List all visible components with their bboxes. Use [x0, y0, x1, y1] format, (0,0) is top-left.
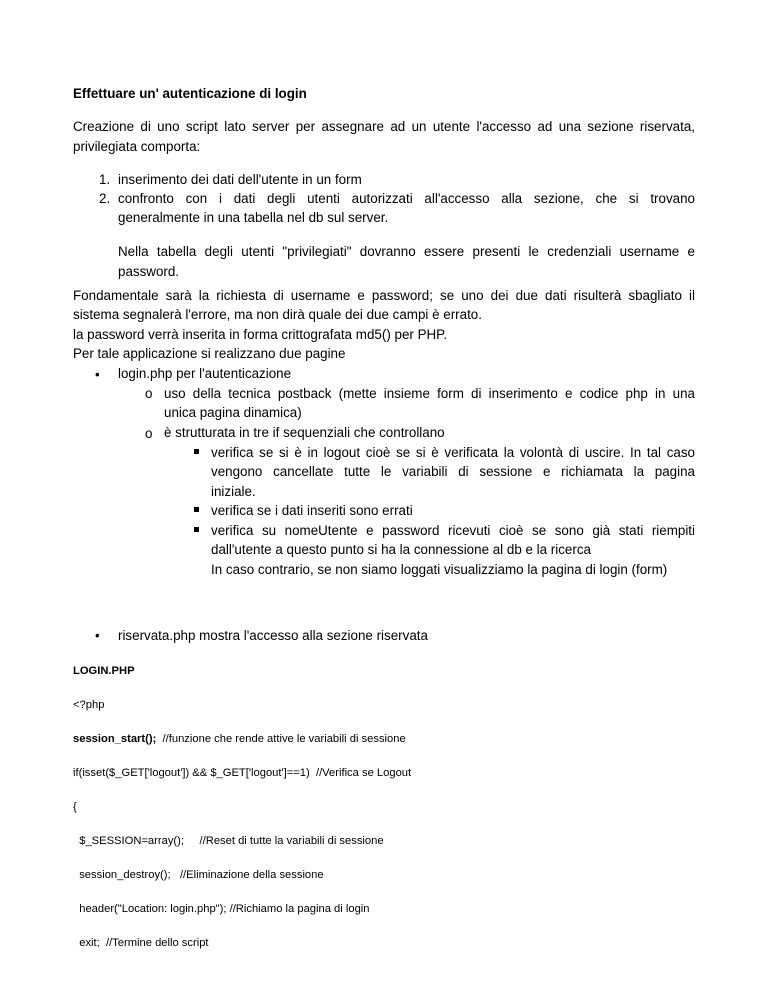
- sub-structure: è strutturata in tre if sequenziali che controllano: [164, 425, 445, 440]
- bullet-login: login.php per l'autenticazione: [118, 366, 292, 381]
- bullet-riservata: riservata.php mostra l'accesso alla sezione riservata: [118, 628, 428, 643]
- code-line-session-start: [73, 731, 406, 747]
- numbered-item-2-line-2: generalmente in una tabella nel db sul server.: [118, 210, 389, 225]
- numbered-item-1: inserimento dei dati dell'utente in un form: [118, 172, 362, 187]
- pages-line: Per tale applicazione si realizzano due pagine: [73, 346, 346, 361]
- sq-received-line-2: dall'utente a questo punto si ha la connessione al db e la ricerca: [211, 542, 591, 557]
- code-line-reset: $_SESSION=array(); //Reset di tutte la variabili di sessione: [73, 835, 384, 847]
- square-bullet-icon: [194, 507, 199, 512]
- code-line-header: header("Location: login.php"); //Richiamo la pagina di login: [73, 903, 370, 915]
- sub-postback-line-1: uso della tecnica postback (mette insieme form di inserimento e codice php in una: [164, 386, 695, 401]
- sq-logout-line-3: iniziale.: [211, 484, 256, 499]
- code-session-start-comment: //funzione che rende attive le variabili di sessione: [156, 733, 406, 745]
- bullet-icon: •: [95, 628, 100, 643]
- sq-received-line-3: In caso contrario, se non siamo loggati visualizziamo la pagina di login (form): [211, 562, 668, 577]
- numbered-marker: 1.: [99, 172, 111, 187]
- circle-bullet-icon: o: [145, 426, 153, 441]
- code-line-if-logout: if(isset($_GET['logout']) && $_GET['logout']==1) //Verifica se Logout: [73, 767, 412, 779]
- code-heading: LOGIN.PHP: [73, 665, 135, 677]
- para-line-1: Fondamentale sarà la richiesta di username e password; se uno dei due dati risulterà sbagliato il: [73, 288, 695, 303]
- code-line-brace: {: [73, 801, 77, 813]
- square-bullet-icon: [194, 527, 199, 532]
- sq-received-line-1: verifica su nomeUtente e password ricevuti cioè se sono già stati riempiti: [211, 523, 695, 538]
- code-line-open: <?php: [73, 699, 105, 711]
- code-line-exit: exit; //Termine dello script: [73, 937, 209, 949]
- intro-line-1: Creazione di uno script lato server per assegnare ad un utente l'accesso ad una sezione riservata,: [73, 119, 695, 134]
- square-bullet-icon: [194, 449, 199, 454]
- sq-errors: verifica se i dati inseriti sono errati: [211, 503, 413, 518]
- code-line-destroy: session_destroy(); //Eliminazione della sessione: [73, 869, 324, 881]
- md5-line: la password verrà inserita in forma crittografata md5() per PHP.: [73, 327, 448, 342]
- code-session-start: session_start();: [73, 733, 157, 745]
- intro-line-2: privilegiata comporta:: [73, 139, 201, 154]
- sq-logout-line-2: vengono cancellate tutte le variabili di sessione e richiamata la pagina: [211, 464, 695, 479]
- document-title: Effettuare un' autenticazione di login: [73, 86, 307, 101]
- indent-para-line-2: password.: [118, 264, 180, 279]
- circle-bullet-icon: o: [145, 386, 153, 401]
- sq-logout-line-1: verifica se si è in logout cioè se si è verificata la volontà di uscire. In tal caso: [211, 445, 695, 460]
- numbered-marker: 2.: [99, 191, 111, 206]
- para-line-2: sistema segnalerà l'errore, ma non dirà quale dei due campi è errato.: [73, 307, 482, 322]
- bullet-icon: •: [95, 367, 100, 382]
- sub-postback-line-2: unica pagina dinamica): [164, 405, 302, 420]
- indent-para-line-1: Nella tabella degli utenti "privilegiati" dovranno essere presenti le credenziali username e: [118, 244, 695, 259]
- numbered-item-2-line-1: confronto con i dati degli utenti autorizzati all'accesso alla sezione, che si trovano: [118, 191, 695, 206]
